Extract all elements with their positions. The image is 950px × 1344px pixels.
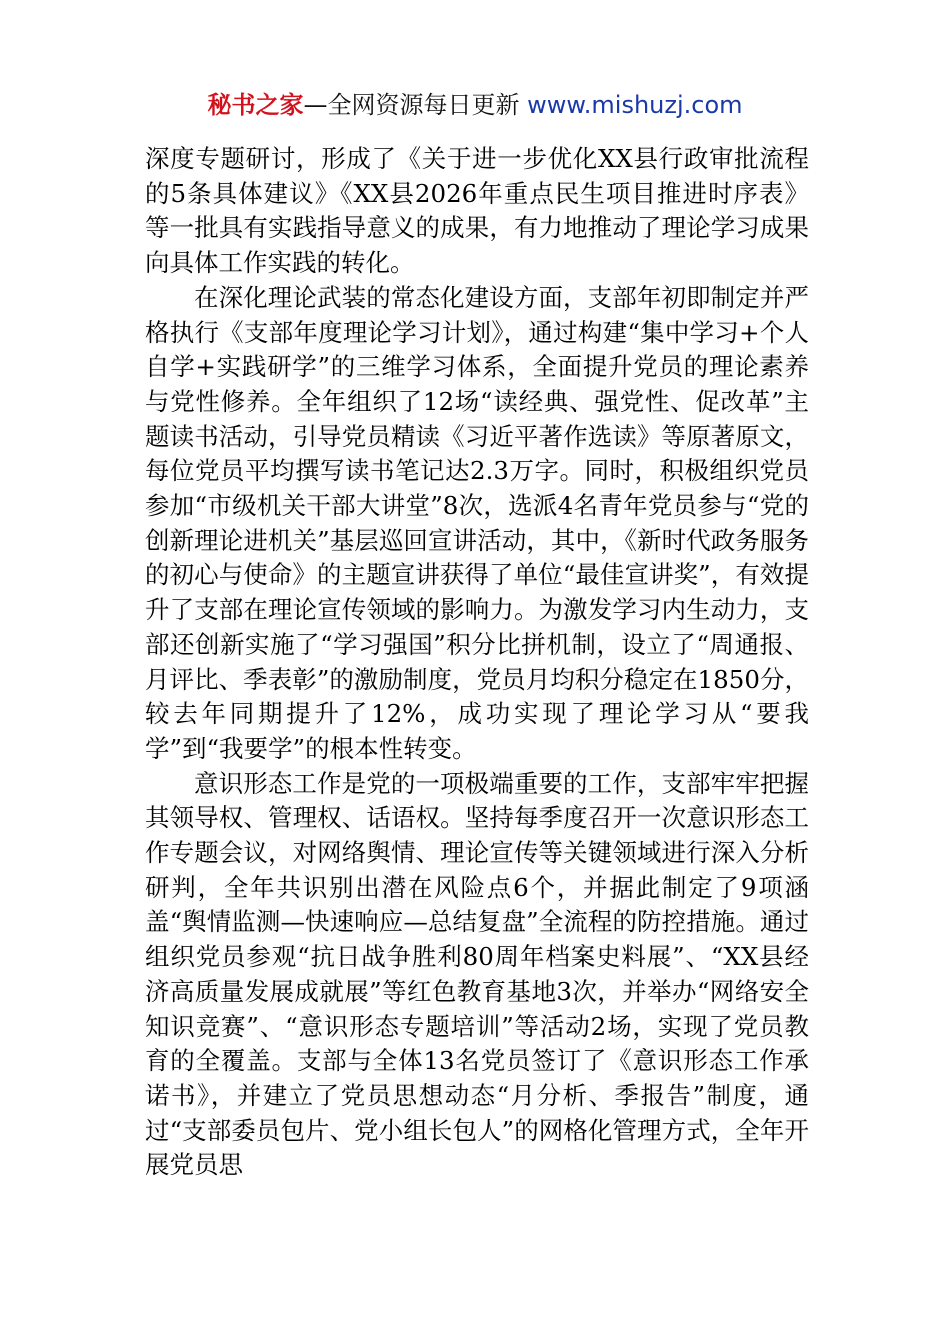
document-body xyxy=(145,142,809,1183)
header-brand: 秘书之家 xyxy=(207,91,304,119)
header-url-link[interactable]: www.mishuzj.com xyxy=(527,91,743,119)
header-slogan: —全网资源每日更新 xyxy=(303,91,520,119)
paragraph-3: 意识形态工作是党的一项极端重要的工作，支部牢牢把握其领导权、管理权、话语权。坚持每季度召开一次意识形态工作专题会议，对网络舆情、理论宣传等关键领域进行深入分析研判，全年共识别出潜在风险点6个，并据此制定了9项涵盖“舆情监测—快速响应—总结复盘”全流程的防控措施。通过组织党员参观“抗日战争胜利80周年档案史料展”、“XX县经济高质量发展成就展”等红色教育基地3次，并举办“网络安全知识竞赛”、“意识形态专题培训”等活动2场，实现了党员教育的全覆盖。支部与全体13名党员签订了《意识形态工作承诺书》，并建立了党员思想动态“月分析、季报告”制度，通过“支部委员包片、党小组长包人”的网格化管理方式，全年开展党员思 xyxy=(145,768,809,1180)
paragraph-1: 深度专题研讨，形成了《关于进一步优化XX县行政审批流程的5条具体建议》《XX县2026年重点民生项目推进时序表》等一批具有实践指导意义的成果，有力地推动了理论学习成果向具体工作实践的转化。 xyxy=(145,144,809,278)
paragraph-2: 在深化理论武装的常态化建设方面，支部年初即制定并严格执行《支部年度理论学习计划》，通过构建“集中学习+个人自学+实践研学”的三维学习体系，全面提升党员的理论素养与党性修养。全年组织了12场“读经典、强党性、促改革”主题读书活动，引导党员精读《习近平著作选读》等原著原文，每位党员平均撰写读书笔记达2.3万字。同时，积极组织党员参加“市级机关干部大讲堂”8次，选派4名青年党员参与“党的创新理论进机关”基层巡回宣讲活动，其中，《新时代政务服务的初心与使命》的主题宣讲获得了单位“最佳宣讲奖”，有效提升了支部在理论宣传领域的影响力。为激发学习内生动力，支部还创新实施了“学习强国”积分比拼机制，设立了“周通报、月评比、季表彰”的激励制度，党员月均积分稳定在1850分，较去年同期提升了12%，成功实现了理论学习从“要我学”到“我要学”的根本性转变。 xyxy=(145,282,809,763)
page-header xyxy=(0,88,950,122)
